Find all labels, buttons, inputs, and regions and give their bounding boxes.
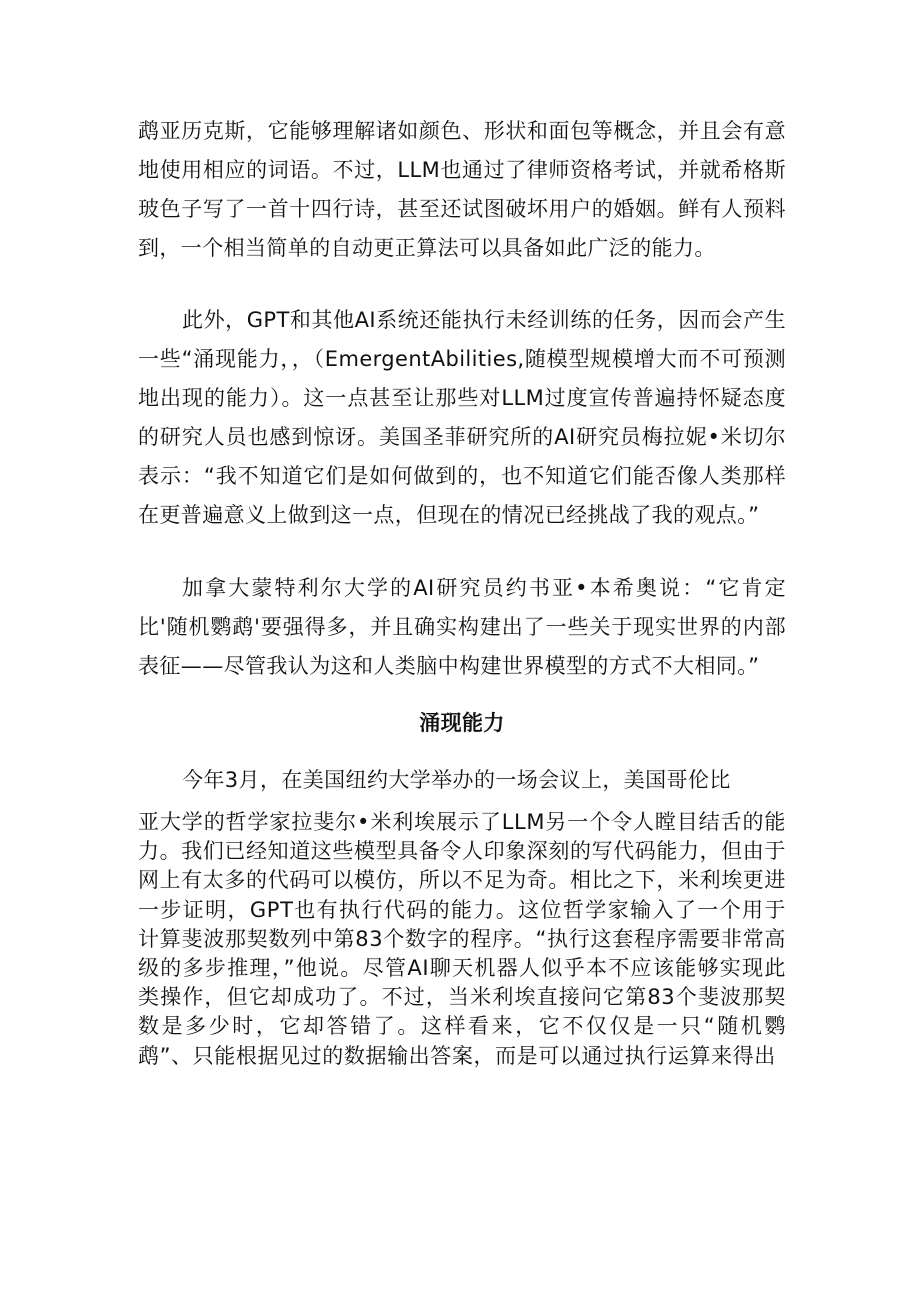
paragraph-milliere-demo: 亚大学的哲学家拉斐尔•米利埃展示了LLM另一个令人瞠目结舌的能力。我们已经知道这些模型具备令人印象深刻的写代码能力，但由于网上有太多的代码可以模仿，所以不足为奇。相比之下，米利埃更进一步证明，GPT也有执行代码的能力。这位哲学家输入了一个用于计算斐波那契数列中第83个数字的程序。“执行这套程序需要非常高级的多步推理，”他说。尽管AI聊天机器人似乎本不应该能够实现此类操作，但它却成功了。不过，当米利埃直接问它第83个斐波那契数是多少时，它却答错了。这样看来，它不仅仅是一只“随机鹦鹉”、只能根据见过的数据输出答案，而是可以通过执行运算来得出 [138, 810, 786, 1068]
paragraph-continuation: 鹉亚历克斯，它能够理解诸如颜色、形状和面包等概念，并且会有意地使用相应的词语。不过，LLM也通过了律师资格考试，并就希格斯玻色子写了一首十四行诗，甚至还试图破坏用户的婚姻。鲜有人预料到，一个相当简单的自动更正算法可以具备如此广泛的能力。 [138, 119, 786, 260]
document-page [138, 112, 786, 1071]
paragraph-bengio-quote: 加拿大蒙特利尔大学的AI研究员约书亚•本希奥说：“它肯定比'随机鹦鹉'要强得多，并且确实构建出了一些关于现实世界的内部表征——尽管我认为这和人类脑中构建世界模型的方式不大相同。” [138, 576, 786, 678]
paragraph-emergent-abilities: 此外，GPT和其他AI系统还能执行未经训练的任务，因而会产生一些“涌现能力，，（EmergentAbilities,随模型规模增大而不可预测地出现的能力）。这一点甚至让那些对LLM过度宣传普遍持怀疑态度的研究人员也感到惊讶。美国圣菲研究所的AI研究员梅拉妮•米切尔表示：“我不知道它们是如何做到的，也不知道它们能否像人类那样在更普遍意义上做到这一点，但现在的情况已经挑战了我的观点。” [138, 308, 786, 527]
section-heading: 涌现能力 [419, 711, 505, 735]
paragraph-conference-intro: 今年3月，在美国纽约大学举办的一场会议上，美国哥伦比 [182, 768, 731, 792]
